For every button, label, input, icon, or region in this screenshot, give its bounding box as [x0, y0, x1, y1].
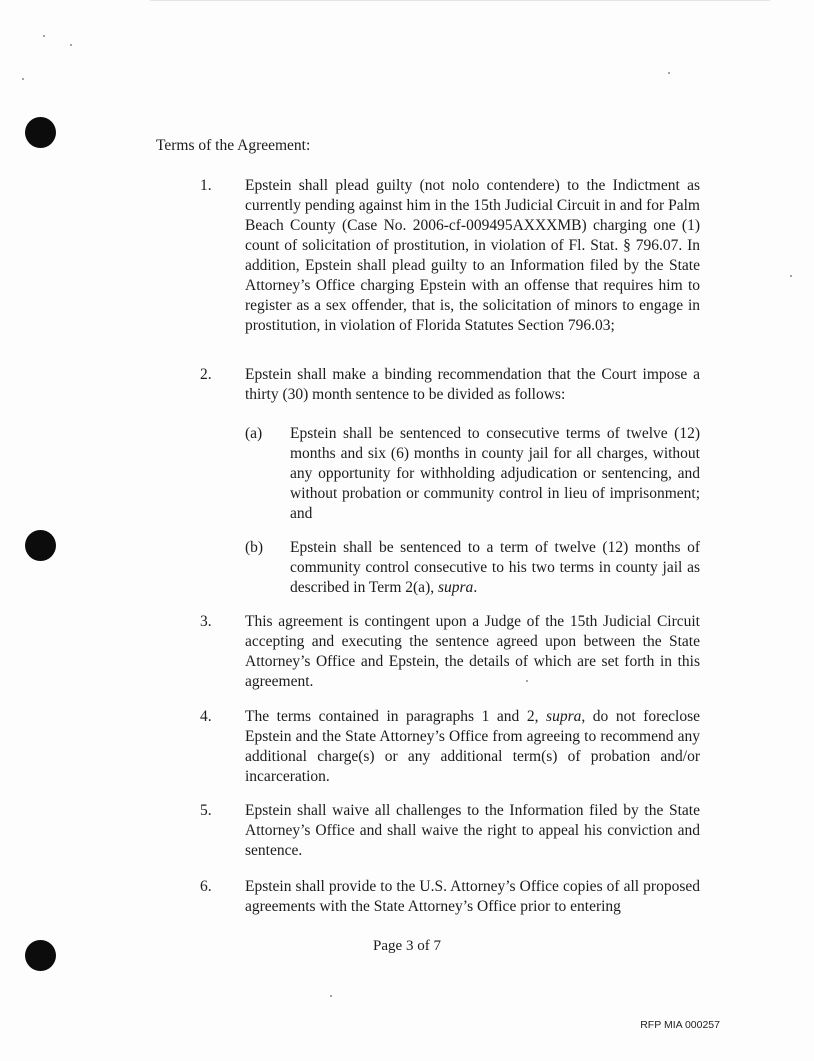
section-heading: Terms of the Agreement:: [156, 137, 311, 154]
term-text: Epstein shall make a binding recommendation that the Court impose a thirty (30) month sentence to be divided as follows:: [245, 366, 700, 403]
subterm-text-b-main: Epstein shall be sentenced to a term of twelve (12) months of community control consecutive to his two terms in county jail as described in Term 2(a),: [290, 539, 700, 596]
term-text-end: , do not foreclose Epstein and the State Attorney’s Office from agreeing to recommend any additional charge(s) or any additional term(s) of probation and/or incarceration.: [245, 708, 701, 785]
term-text-italic: supra: [546, 708, 582, 725]
scan-edge-line: [150, 0, 770, 1]
term-text: Epstein shall plead guilty (not nolo contendere) to the Indictment as currently pending against him in the 15th Judicial Circuit in and for Palm Beach County (Case No. 2006-cf-009495AXXXMB) charging one (1) count of solicitation of prostitution, in violation of Fl. Stat. § 796.07. In addition, Epstein shall plead guilty to an Information filed by the State Attorney’s Office charging Epstein with an offense that requires him to register as a sex offender, that is, the solicitation of minors to engage in prostitution, in violation of Florida Statutes Section 796.03;: [245, 177, 700, 334]
term-text: Epstein shall waive all challenges to the Information filed by the State Attorney’s Office and shall waive the right to appeal his conviction and sentence.: [245, 802, 700, 859]
subterm-text-b: [290, 538, 700, 598]
bates-number: RFP MIA 000257: [640, 1019, 720, 1031]
scan-speck: [668, 72, 670, 74]
punch-hole-middle: [25, 530, 56, 561]
subterm-label-a: (a): [245, 425, 263, 442]
scan-speck: [43, 35, 45, 37]
term-text-main: The terms contained in paragraphs 1 and 2,: [245, 708, 547, 725]
subterm-text-b-italic: supra: [437, 579, 474, 596]
term-number: 2.: [200, 366, 212, 383]
scan-speck: [790, 275, 792, 277]
scan-speck: [330, 995, 332, 997]
term-number: 5.: [200, 802, 212, 819]
scan-speck: [22, 78, 24, 80]
subterm-text-a: Epstein shall be sentenced to consecutive terms of twelve (12) months and six (6) months in county jail for all charges, without any opportunity for withholding adjudication or sentencing, and without probation or community control in lieu of imprisonment; and: [290, 425, 700, 522]
term-number: 3.: [200, 613, 212, 630]
term-number: 1.: [200, 177, 212, 194]
punch-hole-top: [25, 117, 56, 148]
page-number: Page 3 of 7: [373, 938, 441, 954]
subterm-label-b: (b): [245, 539, 264, 556]
term-number: 6.: [200, 878, 212, 895]
subterm-text-b-end: .: [473, 579, 478, 596]
term-text: [245, 707, 700, 787]
term-text: Epstein shall provide to the U.S. Attorney’s Office copies of all proposed agreements with the State Attorney’s Office prior to entering: [245, 878, 700, 915]
term-number: 4.: [200, 708, 212, 725]
scan-speck: [70, 44, 72, 46]
term-text: This agreement is contingent upon a Judge of the 15th Judicial Circuit accepting and executing the sentence agreed upon between the State Attorney’s Office and Epstein, the details of which are set forth in this agreement.: [245, 613, 700, 690]
